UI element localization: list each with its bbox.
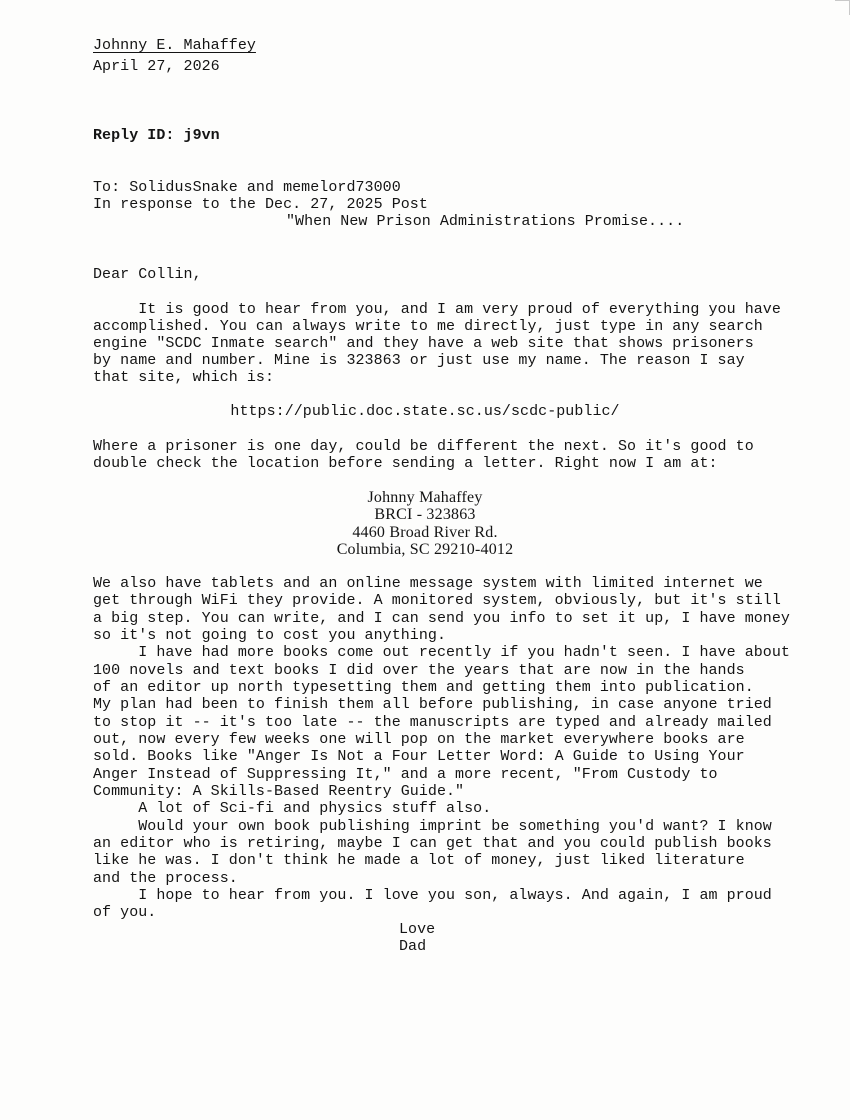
paragraph-line: that site, which is: — [93, 369, 275, 386]
body-line: A lot of Sci-fi and physics stuff also. — [93, 800, 492, 817]
body-line: so it's not going to cost you anything. — [93, 627, 447, 644]
response-line: In response to the Dec. 27, 2025 Post — [93, 196, 428, 213]
salutation: Dear Collin, — [93, 266, 202, 283]
page-corner-mark — [835, 0, 850, 15]
author-name: Johnny E. Mahaffey — [93, 37, 256, 54]
recipient-line: To: SolidusSnake and memelord73000 — [93, 179, 401, 196]
body-line: out, now every few weeks one will pop on the market everywhere books are — [93, 731, 745, 748]
body-line: and the process. — [93, 870, 238, 887]
body-line: an editor who is retiring, maybe I can get that and you could publish books — [93, 835, 772, 852]
body-line: to stop it -- it's too late -- the manuscripts are typed and already mailed — [93, 714, 772, 731]
body-line: I hope to hear from you. I love you son, always. And again, I am proud — [93, 887, 772, 904]
paragraph-line: Where a prisoner is one day, could be different the next. So it's good to — [93, 438, 754, 455]
body-line: like he was. I don't think he made a lot of money, just liked literature — [93, 852, 745, 869]
paragraph-line: engine "SCDC Inmate search" and they have a web site that shows prisoners — [93, 335, 754, 352]
body-line: get through WiFi they provide. A monitored system, obviously, but it's still — [93, 592, 781, 609]
body-line: We also have tablets and an online message system with limited internet we — [93, 575, 763, 592]
paragraph-line: double check the location before sending a letter. Right now I am at: — [93, 455, 718, 472]
address-facility: BRCI - 323863 — [374, 506, 476, 523]
address-street: 4460 Broad River Rd. — [352, 524, 498, 541]
body-line: I have had more books come out recently if you hadn't seen. I have about — [93, 644, 790, 661]
body-line: Would your own book publishing imprint be something you'd want? I know — [93, 818, 772, 835]
body-line: 100 novels and text books I did over the years that are now in the hands — [93, 662, 745, 679]
post-title: "When New Prison Administrations Promise.... — [286, 213, 685, 230]
paragraph-line: It is good to hear from you, and I am very proud of everything you have — [93, 301, 781, 318]
body-line: of an editor up north typesetting them and getting them into publication. — [93, 679, 754, 696]
inmate-search-url: https://public.doc.state.sc.us/scdc-public/ — [230, 403, 620, 420]
body-line: a big step. You can write, and I can send you info to set it up, I have money — [93, 610, 790, 627]
paragraph-line: by name and number. Mine is 323863 or just use my name. The reason I say — [93, 352, 745, 369]
body-line: Anger Instead of Suppressing It," and a more recent, "From Custody to — [93, 766, 718, 783]
paragraph-line: accomplished. You can always write to me directly, just type in any search — [93, 318, 763, 335]
reply-id: Reply ID: j9vn — [93, 127, 220, 144]
body-line: My plan had been to finish them all before publishing, in case anyone tried — [93, 696, 772, 713]
letter-date: April 27, 2026 — [93, 58, 220, 75]
closing-signature: Dad — [399, 938, 427, 955]
address-name: Johnny Mahaffey — [367, 489, 483, 506]
closing-love: Love — [399, 921, 436, 938]
body-line: sold. Books like "Anger Is Not a Four Letter Word: A Guide to Using Your — [93, 748, 745, 765]
address-city: Columbia, SC 29210-4012 — [336, 541, 514, 558]
body-line: of you. — [93, 904, 157, 921]
body-line: Community: A Skills-Based Reentry Guide." — [93, 783, 465, 800]
